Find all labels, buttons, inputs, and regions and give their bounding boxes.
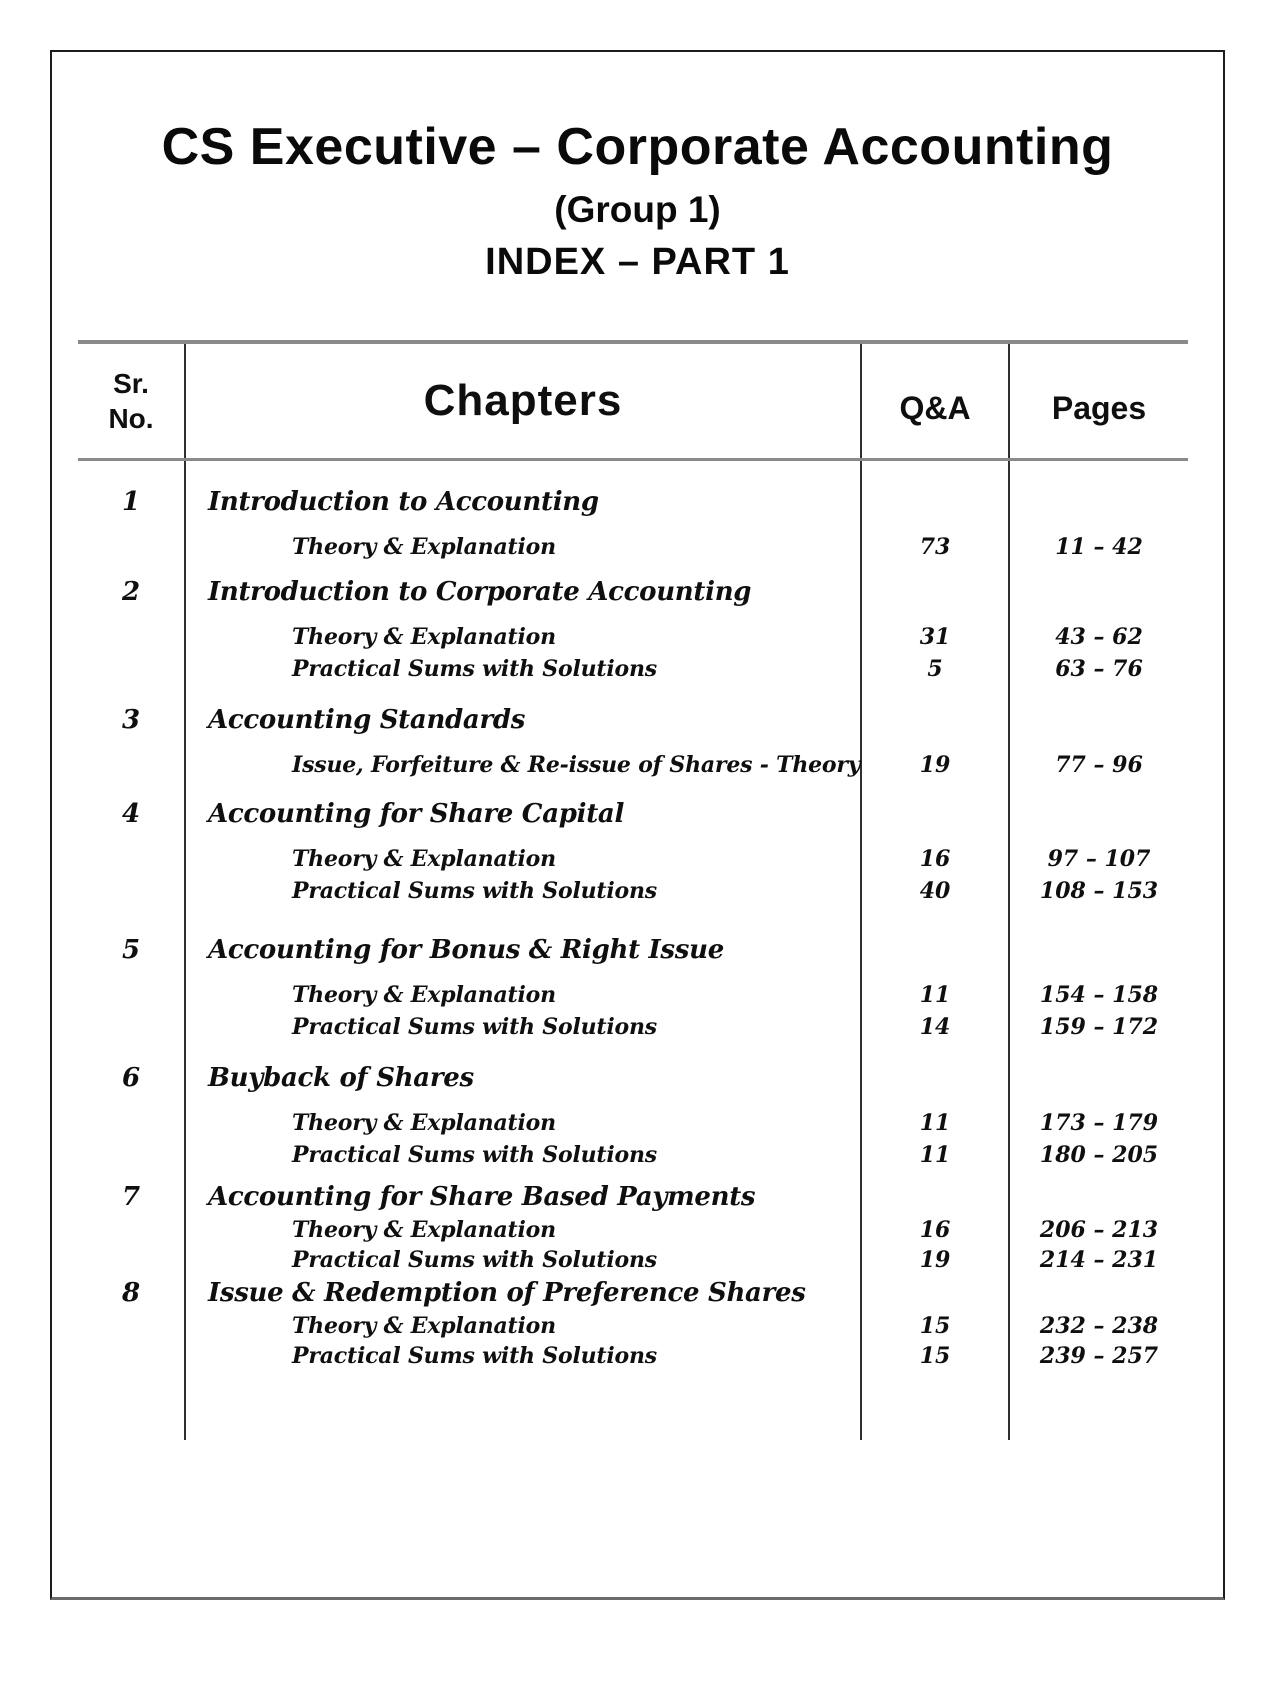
index-table: [78, 340, 1188, 1440]
table-body: [78, 461, 1188, 1440]
sr-cell-empty: [78, 875, 186, 907]
column-header-qa: Q&A: [862, 344, 1010, 458]
chapter-title-row: [78, 481, 1188, 523]
chapter-sub-row: [78, 979, 1188, 1011]
sr-cell-empty: [78, 1139, 186, 1171]
qa-cell-empty: [862, 1275, 1010, 1311]
qa-value: 16: [862, 1215, 1010, 1245]
qa-value: 19: [862, 1245, 1010, 1275]
qa-cell-empty: [862, 481, 1010, 523]
pages-value: 180 – 205: [1039, 1142, 1159, 1169]
pages-cell-empty: [1010, 793, 1188, 835]
sr-number: 6: [78, 1057, 186, 1099]
chapter-title-row: [78, 571, 1188, 613]
chapter-title: Accounting for Bonus & Right Issue: [186, 929, 862, 971]
sub-description: Theory & Explanation: [186, 1215, 862, 1245]
qa-value: 14: [862, 1011, 1010, 1043]
chapter-title-row: [78, 1179, 1188, 1215]
table-header-row: [78, 340, 1188, 461]
qa-value: 40: [862, 875, 1010, 907]
qa-value: 11: [862, 1107, 1010, 1139]
block-spacer: [78, 781, 1188, 793]
chapter-sub-row: [78, 531, 1188, 563]
chapter-sub-row: [78, 1341, 1188, 1371]
sub-description: Practical Sums with Solutions: [186, 1011, 862, 1043]
chapter-title: Introduction to Corporate Accounting: [186, 571, 862, 613]
pages-value: 77 – 96: [1055, 752, 1143, 779]
pages-cell-empty: [1010, 699, 1188, 741]
block-spacer: [78, 1043, 1188, 1057]
title-sub-gap: [78, 741, 1188, 749]
sr-number: 5: [78, 929, 186, 971]
chapter-title: Issue & Redemption of Preference Shares: [186, 1275, 862, 1311]
qa-value: 16: [862, 843, 1010, 875]
sub-description: Practical Sums with Solutions: [186, 1139, 862, 1171]
pages-value: 214 – 231: [1039, 1247, 1159, 1274]
chapter-sub-row: [78, 1245, 1188, 1275]
pages-value: 108 – 153: [1039, 878, 1159, 905]
chapter-title: Accounting Standards: [186, 699, 862, 741]
sr-number: 2: [78, 571, 186, 613]
document-page: [50, 50, 1225, 1600]
sr-cell-empty: [78, 1311, 186, 1341]
chapter-title: Introduction to Accounting: [186, 481, 862, 523]
sr-cell-empty: [78, 1011, 186, 1043]
sr-cell-empty: [78, 621, 186, 653]
title-sub-gap: [78, 835, 1188, 843]
title-sub-gap: [78, 1099, 1188, 1107]
sr-cell-empty: [78, 749, 186, 781]
qa-value: 73: [862, 531, 1010, 563]
sr-cell-empty: [78, 979, 186, 1011]
chapter-sub-row: [78, 843, 1188, 875]
index-heading: INDEX – PART 1: [485, 240, 790, 283]
pages-value: 154 – 158: [1039, 982, 1159, 1009]
qa-value: 15: [862, 1311, 1010, 1341]
sub-description: Practical Sums with Solutions: [186, 875, 862, 907]
title-sub-gap: [78, 523, 1188, 531]
sr-cell-empty: [78, 1107, 186, 1139]
chapter-title: Accounting for Share Based Payments: [186, 1179, 862, 1215]
chapter-title-row: [78, 1275, 1188, 1311]
table-top-spacer: [78, 461, 1188, 481]
pages-value: 159 – 172: [1039, 1014, 1159, 1041]
pages-cell-empty: [1010, 481, 1188, 523]
chapter-title-row: [78, 793, 1188, 835]
sub-description: Theory & Explanation: [186, 843, 862, 875]
qa-cell-empty: [862, 699, 1010, 741]
sub-description: Theory & Explanation: [186, 1311, 862, 1341]
chapter-title: Buyback of Shares: [186, 1057, 862, 1099]
qa-value: 15: [862, 1341, 1010, 1371]
qa-value: 11: [862, 979, 1010, 1011]
chapter-title-row: [78, 699, 1188, 741]
table-bottom-spacer: [78, 1371, 1188, 1440]
chapter-title-row: [78, 929, 1188, 971]
sr-cell-empty: [78, 1215, 186, 1245]
sr-cell-empty: [78, 1341, 186, 1371]
chapter-sub-row: [78, 621, 1188, 653]
sr-number: 8: [78, 1275, 186, 1311]
block-spacer: [78, 685, 1188, 699]
chapter-sub-row: [78, 1215, 1188, 1245]
block-spacer: [78, 1171, 1188, 1179]
page-subtitle: (Group 1): [554, 188, 721, 230]
sub-description: Practical Sums with Solutions: [186, 1245, 862, 1275]
sr-number: 7: [78, 1179, 186, 1215]
pages-value: 173 – 179: [1039, 1110, 1159, 1137]
qa-cell-empty: [862, 1057, 1010, 1099]
sub-description: Practical Sums with Solutions: [186, 653, 862, 685]
title-sub-gap: [78, 613, 1188, 621]
chapter-sub-row: [78, 1011, 1188, 1043]
chapter-sub-row: [78, 875, 1188, 907]
pages-value: 239 – 257: [1039, 1343, 1159, 1370]
sr-number: 3: [78, 699, 186, 741]
title-sub-gap: [78, 971, 1188, 979]
sr-cell-empty: [78, 843, 186, 875]
pages-cell-empty: [1010, 1275, 1188, 1311]
chapter-sub-row: [78, 653, 1188, 685]
chapter-sub-row: [78, 749, 1188, 781]
column-header-chapters: Chapters: [186, 344, 862, 458]
sr-number: 1: [78, 481, 186, 523]
chapter-sub-row: [78, 1311, 1188, 1341]
column-header-pages: Pages: [1051, 389, 1147, 426]
sub-description: Practical Sums with Solutions: [186, 1341, 862, 1371]
qa-value: 11: [862, 1139, 1010, 1171]
page-header: [52, 52, 1223, 287]
qa-cell-empty: [862, 793, 1010, 835]
qa-value: 19: [862, 749, 1010, 781]
qa-value: 5: [862, 653, 1010, 685]
page-title: CS Executive – Corporate Accounting: [161, 118, 1114, 176]
chapter-title: Accounting for Share Capital: [186, 793, 862, 835]
block-spacer: [78, 563, 1188, 571]
pages-value: 232 – 238: [1039, 1313, 1159, 1340]
sr-cell-empty: [78, 531, 186, 563]
qa-cell-empty: [862, 929, 1010, 971]
sr-cell-empty: [78, 653, 186, 685]
sub-description: Theory & Explanation: [186, 621, 862, 653]
pages-value: 11 – 42: [1055, 534, 1143, 561]
chapter-title-row: [78, 1057, 1188, 1099]
chapter-sub-row: [78, 1139, 1188, 1171]
sub-description: Theory & Explanation: [186, 1107, 862, 1139]
pages-value: 63 – 76: [1055, 656, 1143, 683]
pages-cell-empty: [1010, 929, 1188, 971]
column-header-sr-no: [78, 344, 186, 458]
qa-cell-empty: [862, 571, 1010, 613]
block-spacer: [78, 907, 1188, 929]
pages-value: 43 – 62: [1055, 624, 1143, 651]
pages-cell-empty: [1010, 1057, 1188, 1099]
sr-cell-empty: [78, 1245, 186, 1275]
sr-number: 4: [78, 793, 186, 835]
sub-description: Theory & Explanation: [186, 979, 862, 1011]
pages-cell-empty: [1010, 1179, 1188, 1215]
chapter-sub-row: [78, 1107, 1188, 1139]
pages-cell-empty: [1010, 571, 1188, 613]
pages-value: 206 – 213: [1039, 1217, 1159, 1244]
sr-label-line2: No.: [108, 403, 154, 435]
sub-description: Theory & Explanation: [186, 531, 862, 563]
pages-value: 97 – 107: [1047, 846, 1151, 873]
sr-label-line1: Sr.: [113, 368, 149, 400]
qa-value: 31: [862, 621, 1010, 653]
sub-description: Issue, Forfeiture & Re-issue of Shares - Theory: [186, 749, 862, 781]
qa-cell-empty: [862, 1179, 1010, 1215]
